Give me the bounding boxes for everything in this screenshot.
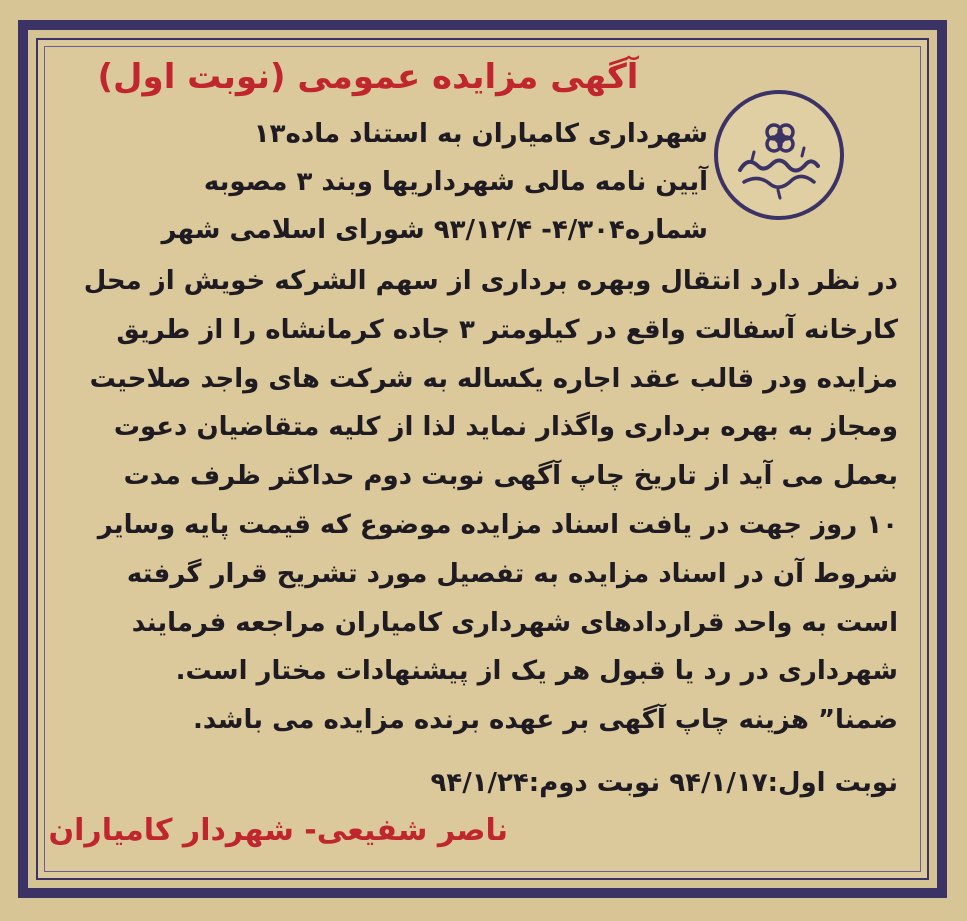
ad-title: آگهی مزایده عمومی (نوبت اول) (97, 57, 639, 97)
body-line: در نظر دارد انتقال وبهره برداری از سهم الشرکه خویش از محل (83, 266, 898, 296)
logo-emblem (718, 94, 840, 216)
body-line: مزایده ودر قالب عقد اجاره یکساله به شرکت های واجد صلاحیت (89, 363, 898, 394)
body-line: ضمنا” هزینه چاپ آگهی بر عهده برنده مزایده می باشد. (193, 705, 898, 736)
ad-content (28, 30, 898, 870)
body-line: ومجاز به بهره برداری واگذار نماید لذا از کلیه متقاضیان دعوت (113, 412, 898, 443)
body-line: شهرداری در رد یا قبول هر یک از پیشنهادات مختار است. (175, 656, 898, 687)
lead-line: شهرداری کامیاران به استناد ماده۱۳ (253, 119, 708, 149)
signature: ناصر شفیعی- شهردار کامیاران (48, 813, 508, 848)
body-line: بعمل می آید از تاریخ چاپ آگهی نوبت دوم حداکثر ظرف مدت (123, 461, 898, 492)
body-line: است به واحد قراردادهای شهرداری کامیاران مراجعه فرمایند (131, 607, 898, 638)
lead-line: شماره۴/۳۰۴- ۹۳/۱۲/۴ شورای اسلامی شهر (161, 215, 708, 245)
kamyaran-municipality-logo-icon (714, 90, 844, 220)
body-paragraph (28, 257, 898, 745)
body-line: شروط آن در اسناد مزایده به تفصیل مورد تشریح قرار گرفته (126, 558, 898, 589)
lead-paragraph (28, 110, 708, 254)
body-line: ۱۰ روز جهت در یافت اسناد مزایده موضوع که قیمت پایه وسایر (97, 509, 898, 540)
publication-dates: نوبت اول:۹۴/۱/۱۷ نوبت دوم:۹۴/۱/۲۴ (430, 768, 898, 798)
body-line: کارخانه آسفالت واقع در کیلومتر ۳ جاده کرمانشاه را از طریق (116, 314, 898, 345)
lead-line: آیین نامه مالی شهرداریها وبند ۳ مصوبه (203, 167, 708, 197)
